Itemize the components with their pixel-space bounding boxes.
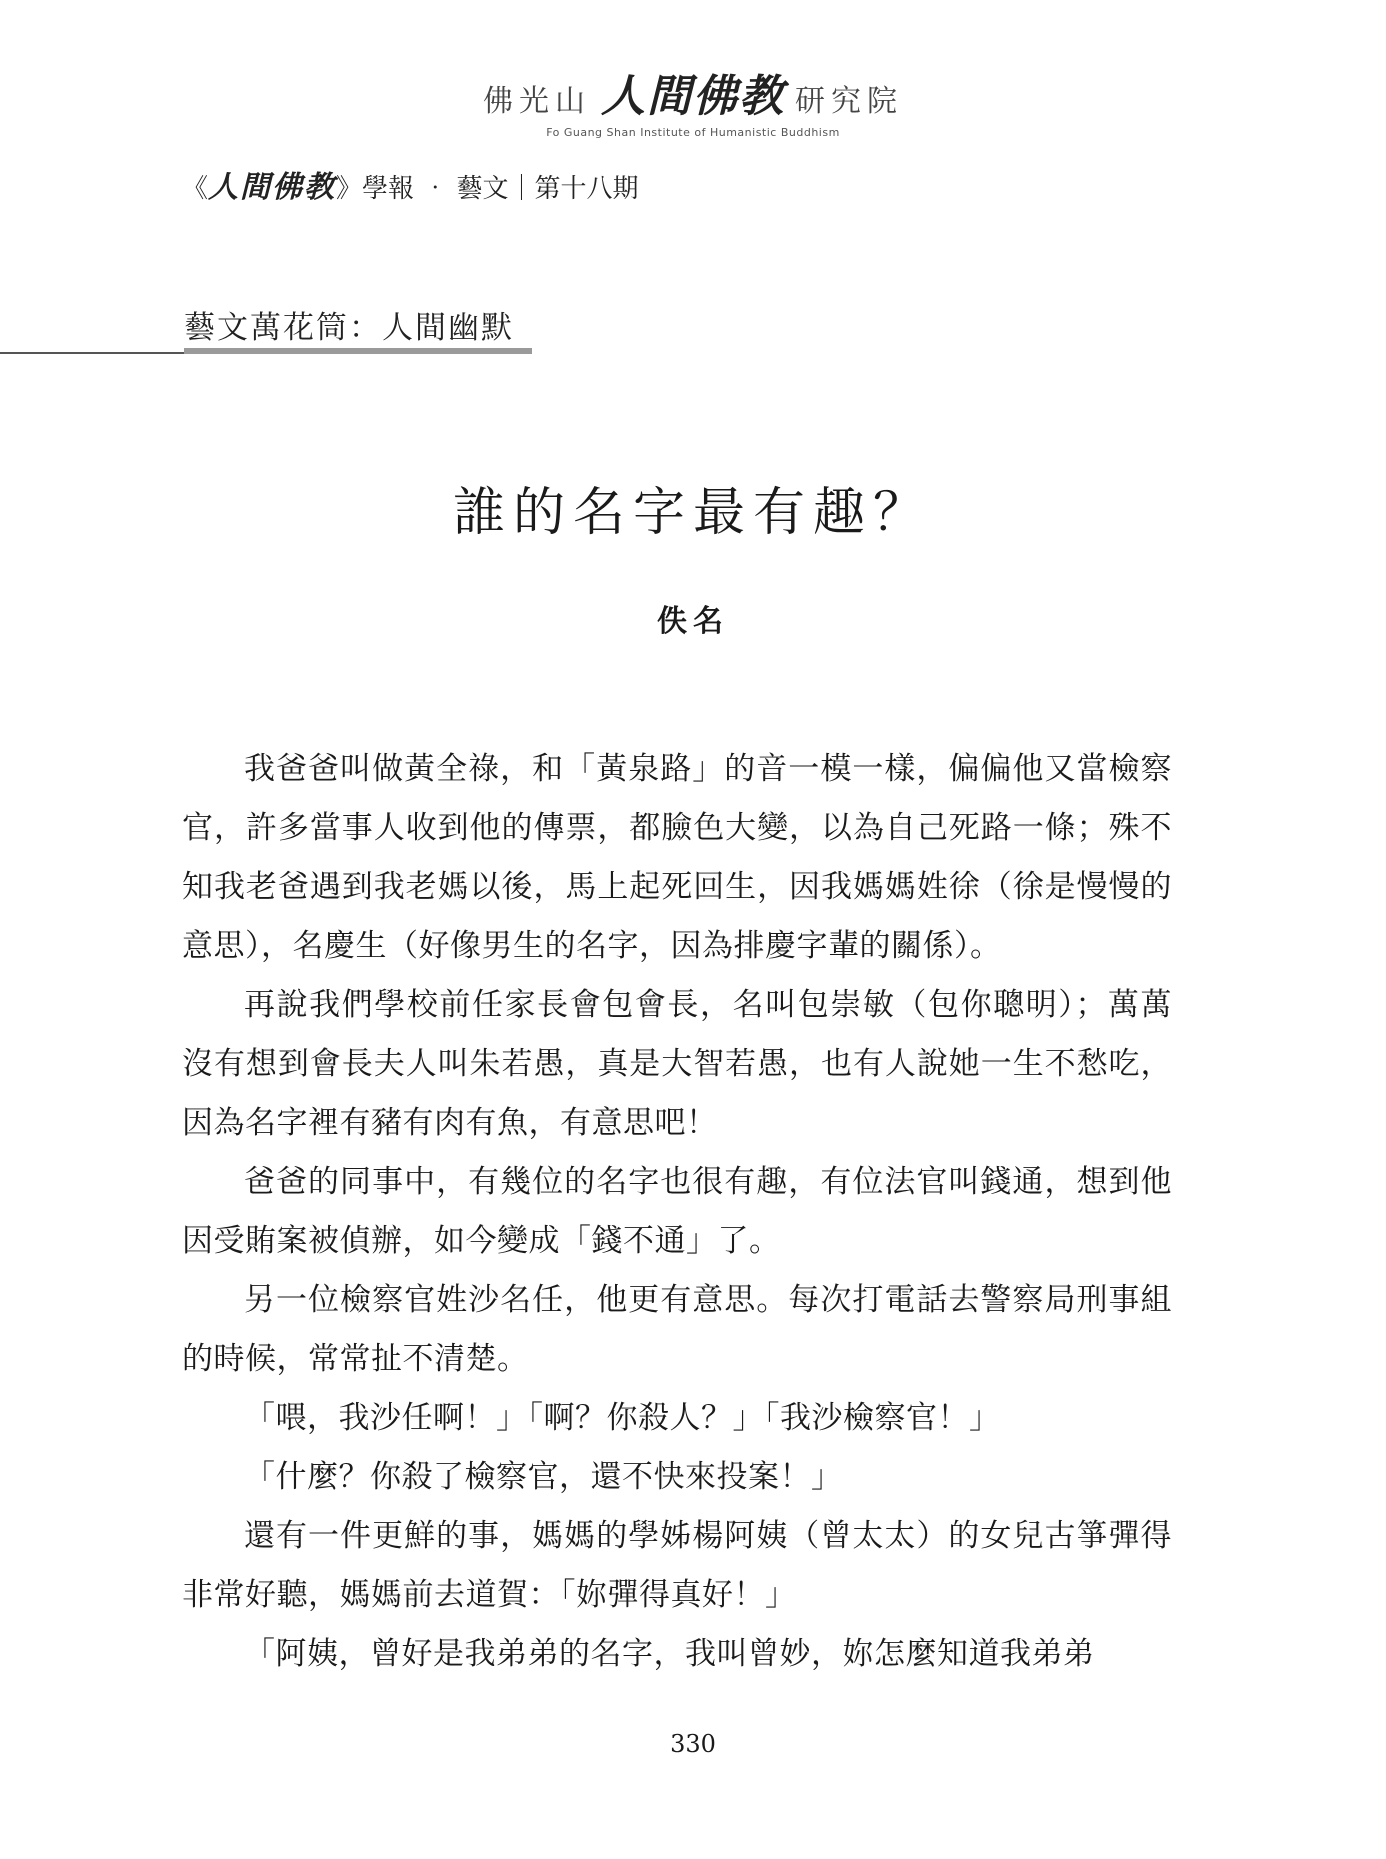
article-title: 誰的名字最有趣？	[452, 483, 933, 543]
running-head	[182, 162, 639, 206]
institute-brand-logo: 人間佛教	[601, 71, 785, 122]
institute-prefix: 佛光山	[483, 84, 591, 119]
institute-name	[0, 60, 1386, 124]
paragraph: 我爸爸叫做黃全祿，和「黃泉路」的音一模一樣，偏偏他又當檢察官，許多當事人收到他的傳票，都臉色大變，以為自己死路一條；殊不知我老爸遇到我老媽以後，馬上起死回生，因我媽媽姓徐（徐是慢慢的意思），名慶生（好像男生的名字，因為排慶字輩的關係）。	[182, 751, 1172, 964]
paragraph: 爸爸的同事中，有幾位的名字也很有趣，有位法官叫錢通，想到他因受賄案被偵辦，如今變成「錢不通」了。	[182, 1164, 1172, 1259]
paragraph: 「什麼？你殺了檢察官，還不快來投案！」	[244, 1459, 843, 1495]
running-head-rest: 》學報 ‧ 藝文｜第十八期	[336, 174, 639, 204]
paragraph: 「阿姨，曾好是我弟弟的名字，我叫曾妙，妳怎麼知道我弟弟	[244, 1636, 1095, 1672]
section-underline	[184, 348, 532, 354]
section-label: 藝文萬花筒：人間幽默	[184, 310, 514, 346]
running-head-open: 《	[182, 174, 209, 204]
paragraph: 還有一件更鮮的事，媽媽的學姊楊阿姨（曾太太）的女兒古箏彈得非常好聽，媽媽前去道賀：「妳彈得真好！」	[182, 1518, 1172, 1613]
institute-suffix: 研究院	[795, 84, 903, 119]
institute-header	[0, 60, 1386, 139]
article-author: 佚名	[657, 604, 729, 639]
journal-brand: 人間佛教	[208, 170, 337, 205]
page-number: 330	[670, 1730, 716, 1758]
paragraph: 「喂，我沙任啊！」「啊？你殺人？」「我沙檢察官！」	[244, 1400, 1001, 1436]
paragraph: 另一位檢察官姓沙名任，他更有意思。每次打電話去警察局刑事組的時候，常常扯不清楚。	[182, 1282, 1172, 1377]
article-body	[182, 740, 1172, 1684]
institute-english-name: Fo Guang Shan Institute of Humanistic Buddhism	[546, 126, 840, 139]
paragraph: 再說我們學校前任家長會包會長，名叫包崇敏（包你聰明）；萬萬沒有想到會長夫人叫朱若愚，真是大智若愚，也有人說她一生不愁吃，因為名字裡有豬有肉有魚，有意思吧！	[182, 987, 1172, 1141]
